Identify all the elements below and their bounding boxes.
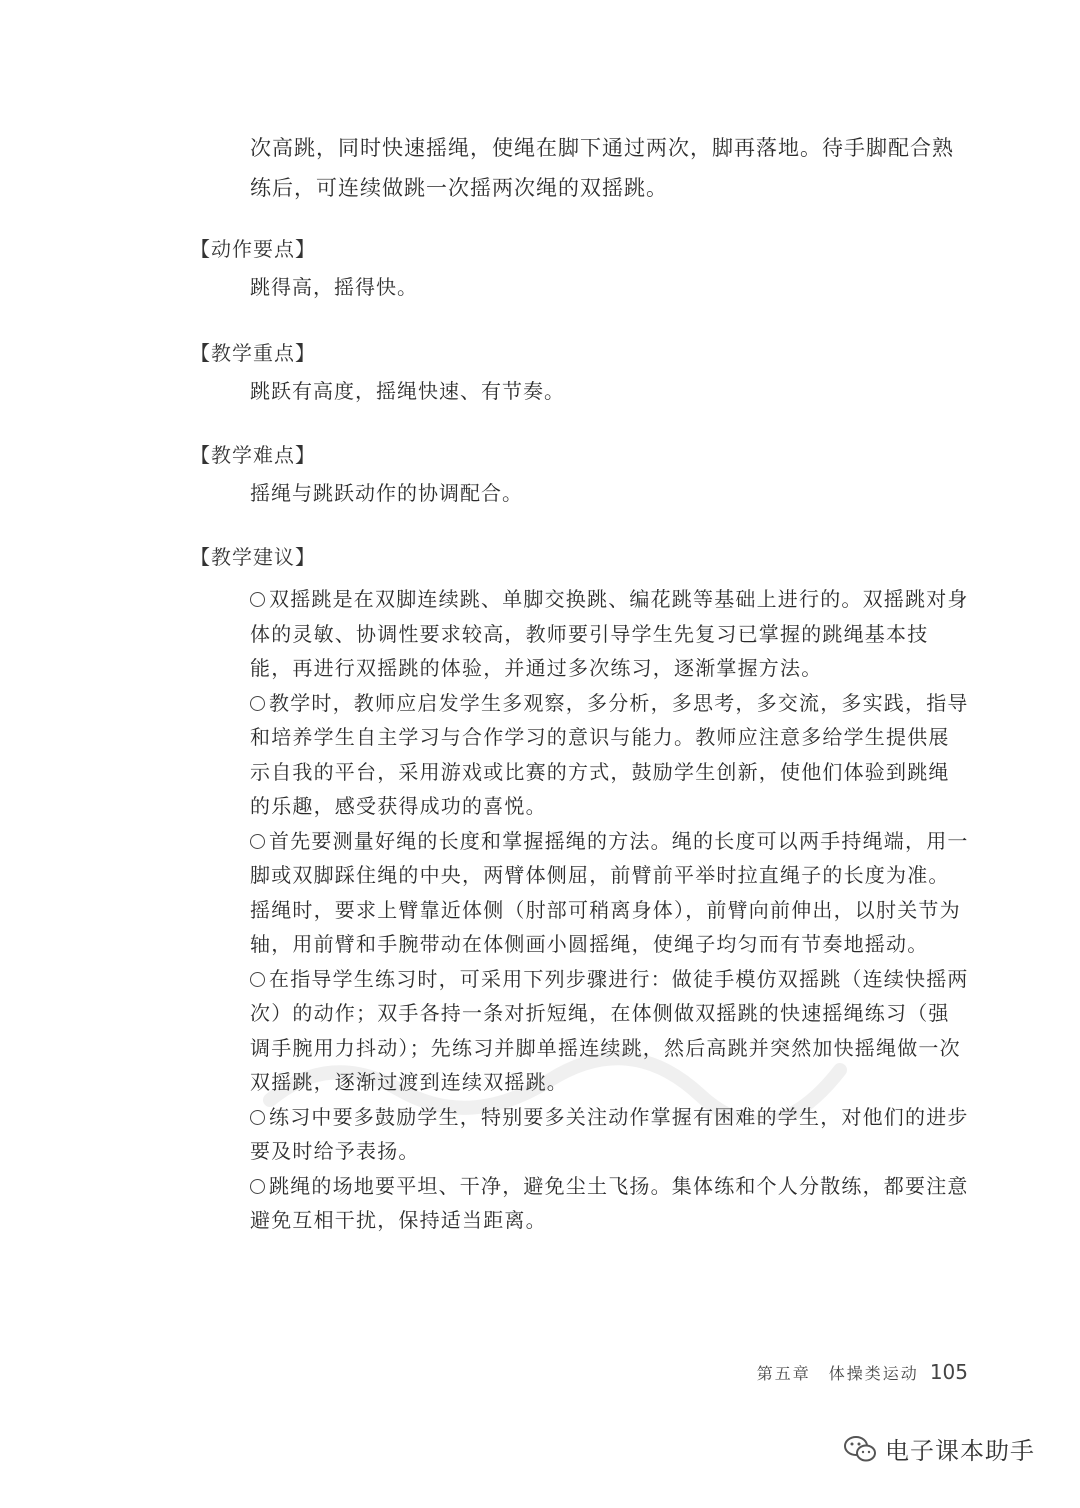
teaching-difficulty-heading: 【教学难点】 [190, 443, 316, 467]
page-footer [757, 1360, 968, 1384]
circle-bullet-icon [250, 592, 265, 607]
chapter-title: 第五章 体操类运动 [756, 1364, 919, 1383]
list-item: 教学时，教师应启发学生多观察，多分析，多思考，多交流，多实践，指导和培养学生自主学习与合作学习的意识与能力。教师应注意多给学生提供展示自我的平台，采用游戏或比赛的方式，鼓励学生创新，使他们体验到跳绳的乐趣，感受获得成功的喜悦。 [250, 690, 969, 818]
section-teaching-difficulty [190, 438, 970, 512]
circle-bullet-icon [250, 834, 265, 849]
key-points-heading: 【动作要点】 [190, 237, 316, 261]
list-item: 在指导学生练习时，可采用下列步骤进行：做徒手模仿双摇跳（连续快摇两次）的动作；双手各持一条对折短绳，在体侧做双摇跳的快速摇绳练习（强调手腕用力抖动）；先练习并脚单摇连续跳，然后高跳并突然加快摇绳做一次双摇跳，逐渐过渡到连续双摇跳。 [250, 966, 969, 1094]
circle-bullet-icon [250, 696, 265, 711]
intro-paragraph [250, 128, 970, 208]
teaching-difficulty-text: 摇绳与跳跃动作的协调配合。 [250, 481, 523, 505]
section-key-points [190, 232, 970, 306]
list-item: 跳绳的场地要平坦、干净，避免尘土飞扬。集体练和个人分散练，都要注意避免互相干扰，保持适当距离。 [250, 1173, 969, 1232]
section-teaching-focus [190, 336, 970, 410]
teaching-focus-text: 跳跃有高度，摇绳快速、有节奏。 [250, 379, 565, 403]
teaching-suggestions-heading: 【教学建议】 [190, 545, 316, 569]
intro-line-1: 次高跳，同时快速摇绳，使绳在脚下通过两次，脚再落地。待手脚配合熟 [250, 136, 954, 160]
list-item: 练习中要多鼓励学生，特别要多关注动作掌握有困难的学生，对他们的进步要及时给予表扬。 [250, 1104, 969, 1163]
page-number: 105 [929, 1360, 968, 1384]
key-points-text: 跳得高，摇得快。 [250, 275, 418, 299]
wechat-watermark [843, 1431, 1035, 1466]
wechat-icon [843, 1434, 877, 1464]
circle-bullet-icon [250, 972, 265, 987]
list-item: 首先要测量好绳的长度和掌握摇绳的方法。绳的长度可以两手持绳端，用一脚或双脚踩住绳的中央，两臂体侧屈，前臂前平举时拉直绳子的长度为准。摇绳时，要求上臂靠近体侧（肘部可稍离身体），前臂向前伸出，以肘关节为轴，用前臂和手腕带动在体侧画小圆摇绳，使绳子均匀而有节奏地摇动。 [250, 828, 969, 956]
teaching-focus-heading: 【教学重点】 [190, 341, 316, 365]
watermark-text: 电子课本助手 [885, 1437, 1035, 1465]
circle-bullet-icon [250, 1110, 265, 1125]
circle-bullet-icon [250, 1179, 265, 1194]
intro-line-2: 练后，可连续做跳一次摇两次绳的双摇跳。 [250, 176, 668, 200]
section-teaching-suggestions [190, 540, 970, 1238]
list-item: 双摇跳是在双脚连续跳、单脚交换跳、编花跳等基础上进行的。双摇跳对身体的灵敏、协调性要求较高，教师要引导学生先复习已掌握的跳绳基本技能，再进行双摇跳的体验，并通过多次练习，逐渐掌握方法。 [250, 587, 969, 680]
suggestions-list [250, 582, 970, 1238]
